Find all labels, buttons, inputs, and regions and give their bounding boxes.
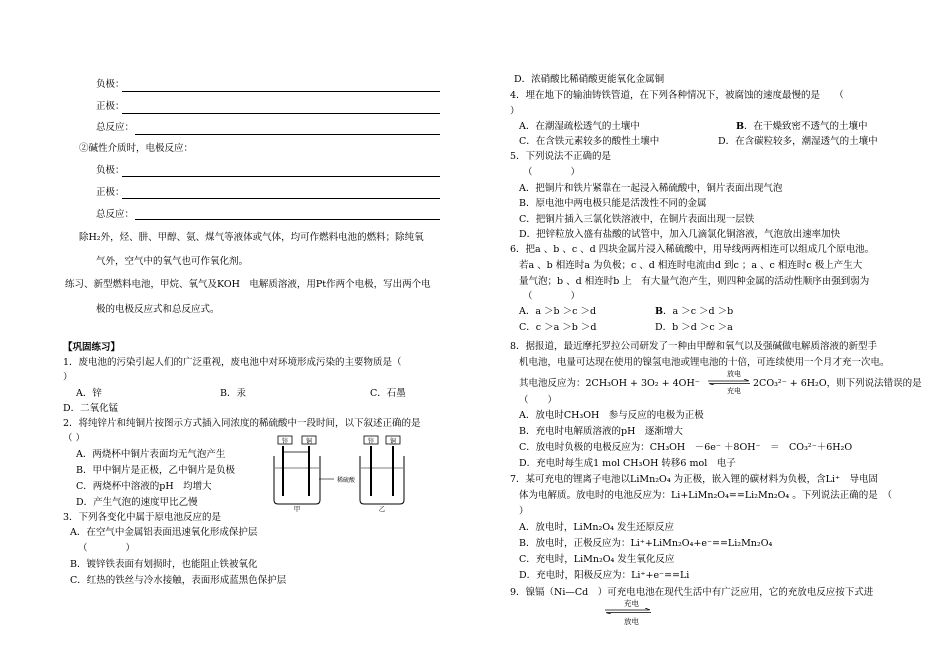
q5-option-d: D．把锌粒放入盛有盐酸的试管中，加入几滴氯化铜溶液，气泡放出速率加快 [519,229,841,240]
practice-line-2: 极的电极反应式和总反应式。 [96,304,220,315]
q3-option-a: A．在空气中金属铝表面迅速氧化形成保护层 [70,527,258,538]
practice-line-1: 练习、新型燃料电池，甲烷、氧气及KOH 电解质溶液，用Pt作两个电极，写出两个电 [65,279,431,290]
q5-option-a: A．把铜片和铁片紧靠在一起浸入稀硫酸中，铜片表面出现气泡 [519,183,783,194]
reversible-arrow-icon [604,608,652,614]
q6-stem-1: 6．把a 、b 、c 、d 四块金属片浸入稀硫酸中，用导线两两相连可以组成几个原电池。 [510,244,875,255]
q1-option-a: A．锌 [76,388,102,399]
q7-option-c: C．充电时，LiMn₂O₄ 发生氧化反应 [519,554,675,565]
q6-option-b: B．a ＞c ＞d ＞b [655,306,734,317]
q5-option-b: B．原电池中两电极只能是活泼性不同的金属 [519,198,707,209]
q8-stem-1: 8．据报道，最近摩托罗拉公司研发了一种由甲醇和氧气以及强碱做电解质溶液的新型手 [510,341,878,352]
q1-option-b: B．汞 [220,388,246,399]
q8-option-b: B．充电时电解质溶液的pH 逐渐增大 [519,426,683,437]
q5-stem: 5．下列说法不正确的是 [510,151,612,162]
label-alkaline-negative: 负极： [96,165,125,176]
q8-arrow-bottom: 充电 [727,387,741,395]
answer-line [122,91,440,92]
q6-option-c: C．c ＞a ＞b ＞d [519,322,597,333]
answer-line [135,219,440,220]
q1-option-c: C．石墨 [370,388,406,399]
q9-arrow-bottom: 放电 [624,617,639,626]
label-acid-negative: 负极： [96,79,125,90]
answer-line [135,134,440,135]
q7-stem-1: 7．某可充电的锂离子电池以LiMn₂O₄ 为正极，嵌入锂的碳材料为负极，含Li⁺ 导电固 [510,474,879,485]
q8-arrow-top: 放电 [727,370,741,378]
reversible-arrow-icon [707,379,751,385]
q9-arrow-top: 充电 [624,599,639,608]
answer-line [122,176,440,177]
q6-stem-3: 量气泡；b 、d 相连时b 上 有大量气泡产生，则四种金属的活动性顺序由强到弱为 [519,276,870,287]
q1-stem-1: 1．废电池的污染引起人们的广泛重视，废电池中对环境形成污染的主要物质是（ [63,357,402,368]
q7-stem-2: 体为电解质。放电时的电池反应为：Li+LiMn₂O₄==Li₂Mn₂O₄ 。下列说法正确的是 （ [519,490,893,501]
beaker-jia-label: 甲 [293,505,301,512]
zinc-label-jia: 锌 [281,438,289,445]
acid-label: 稀硫酸 [337,477,356,484]
q6-stem-2: 若a 、b 相连时a 为负极；c 、d 相连时电流由d 到c ；a 、c 相连时c 极上产生大 [519,260,863,271]
q8-equation-right: 2CO₃²⁻ + 6H₂O，则下列说法错误的是 [753,378,922,389]
q3-paren: （ ） [78,543,136,554]
q4-option-c: C．在含铁元素较多的酸性土壤中 [519,136,660,147]
q4-option-b: B．在干燥致密不透气的土壤中 [736,121,868,132]
label-alkaline-positive: 正极： [96,187,125,198]
label-acid-positive: 正极： [96,101,125,112]
q4-option-d: D．在含碳粒较多，潮湿透气的土壤中 [718,136,878,147]
copper-label-yi: 铜 [389,438,397,445]
q2-option-d: D．产生气泡的速度甲比乙慢 [76,497,198,508]
section-title: 【巩固练习】 [63,342,121,353]
q2-option-c: C．两烧杯中溶液的pH 均增大 [76,481,212,492]
q7-stem-3: ） [519,506,529,517]
q3-option-b: B．镀锌铁表面有划损时，也能阻止铁被氧化 [70,559,258,570]
q6-option-a: A．a ＞b ＞c ＞d [519,306,597,317]
q9-stem: 9．镍镉（Ni—Cd ）可充电电池在现代生活中有广泛应用，它的充放电反应按下式进 [510,587,874,598]
beaker-yi-label: 乙 [378,505,386,512]
q3-option-c: C．红热的铁丝与冷水接触，表面形成蓝黑色保护层 [70,575,287,586]
label-alkaline-total: 总反应： [96,209,135,220]
zinc-label-yi: 锌 [367,438,375,445]
q8-stem-2: 机电池，电量可达现在使用的镍氢电池或锂电池的十倍，可连续使用一个月才充一次电。 [519,357,890,368]
q6-paren: （ ） [523,291,581,302]
copper-label-jia: 铜 [305,438,313,445]
answer-line [122,113,440,114]
q7-option-b: B．放电时，正极反应为：Li⁺+LiMn₂O₄+e⁻==Li₂Mn₂O₄ [519,538,773,549]
fuel-note-line-1: 除H₂外，烃、肼、甲醇、氨、煤气等液体或气体，均可作燃料电池的燃料；除纯氧 [79,232,424,243]
q8-paren: （ ） [519,395,558,406]
q3-stem: 3．下列各变化中属于原电池反应的是 [63,512,222,523]
q5-option-c: C．把铜片插入三氯化铁溶液中，在铜片表面出现一层铁 [519,214,755,225]
q4-stem-2: ） [510,106,520,117]
q7-option-a: A．放电时，LiMn₂O₄ 发生还原反应 [519,522,674,533]
q2-stem-1: 2．将纯锌片和纯铜片按图示方式插入同浓度的稀硫酸中一段时间，以下叙述正确的是 [63,418,421,429]
q4-option-a: A．在潮湿疏松透气的土壤中 [519,121,640,132]
q6-option-d: D．b ＞d ＞c ＞a [655,322,733,333]
q1-option-d: D．二氧化锰 [63,403,119,414]
q3-option-d: D．浓硝酸比稀硝酸更能氧化金属铜 [514,74,665,85]
q7-option-d: D．充电时，阳极反应为：Li⁺+e⁻==Li [519,570,690,581]
q1-stem-2: ） [63,372,73,383]
fuel-note-line-2: 气外，空气中的氧气也可作氧化剂。 [96,256,249,267]
q8-option-d: D．充电时每生成1 mol CH₃OH 转移6 mol 电子 [519,458,736,469]
q5-paren: （ ） [523,167,581,178]
q8-equation-left: 其电池反应为：2CH₃OH + 3O₂ + 4OH⁻ [519,378,700,389]
q8-option-a: A．放电时CH₃OH 参与反应的电极为正极 [519,410,704,421]
alkaline-heading: ②碱性介质时，电极反应： [79,143,194,154]
beaker-diagram [268,434,418,512]
q2-option-b: B．甲中铜片是正极，乙中铜片是负极 [76,465,235,476]
q2-option-a: A．两烧杯中铜片表面均无气泡产生 [76,449,226,460]
q8-option-c: C．放电时负极的电极反应为：CH₃OH －6e⁻ ＋8OH⁻ ＝ CO₃²⁻＋6H₂O [519,442,853,453]
q2-stem-2: （ ） [63,433,86,444]
answer-line [122,198,440,199]
label-acid-total: 总反应： [96,122,135,133]
q4-stem-1: 4．埋在地下的输油铸铁管道，在下列各种情况下，被腐蚀的速度最慢的是 （ [510,90,844,101]
